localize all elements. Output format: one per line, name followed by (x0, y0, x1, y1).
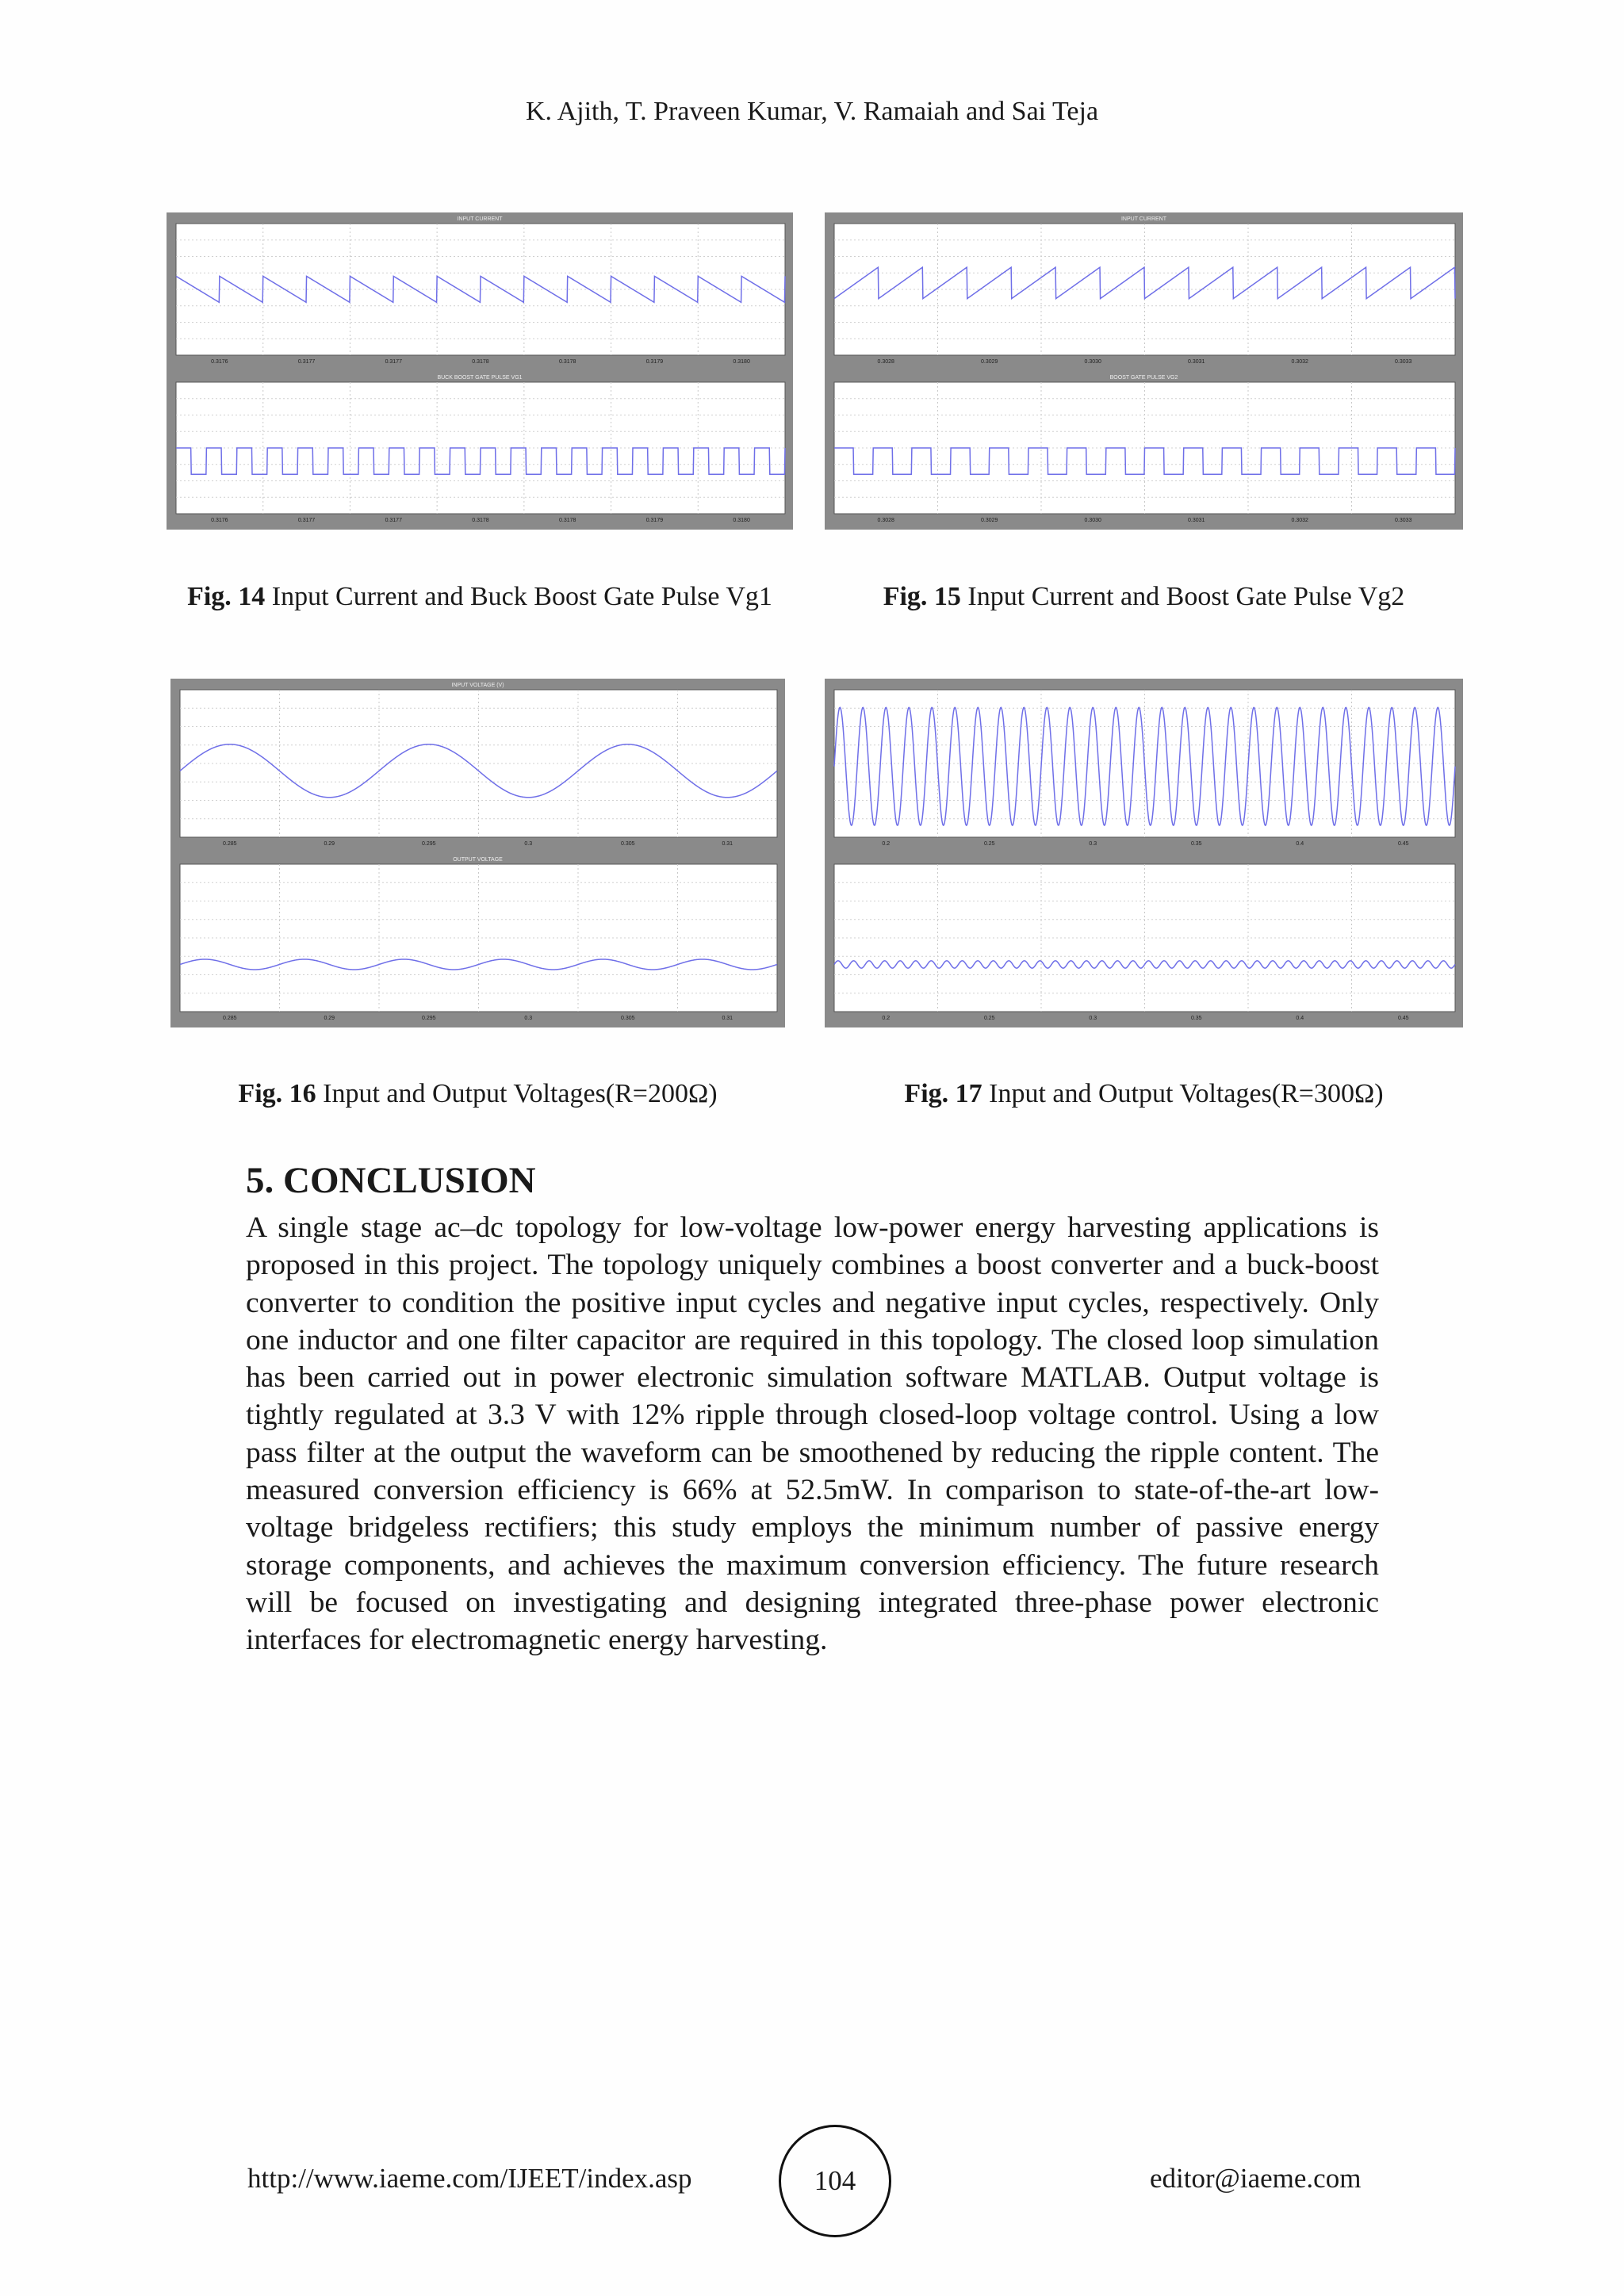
fig15-panel-2-xtick: 0.3028 (877, 518, 894, 523)
figure-14-caption-text: Input Current and Buck Boost Gate Pulse Vg1 (271, 582, 772, 611)
fig16-panel-2-xtick: 0.31 (722, 1016, 733, 1021)
figure-14-label: Fig. 14 (187, 582, 266, 611)
page-number: 104 (814, 2165, 856, 2196)
fig16-panel-1-xtick: 0.305 (620, 841, 635, 847)
fig15-panel-1-xtick: 0.3028 (877, 359, 894, 365)
fig16-panel-1 (180, 683, 777, 847)
fig14-panel-1-xtick: 0.3177 (297, 359, 316, 365)
fig14-panel-2-xtick: 0.3177 (297, 518, 316, 523)
fig15-panel-2 (834, 375, 1455, 523)
fig14-panel-1-xtick: 0.3180 (733, 359, 750, 365)
fig15-panel-1-xtick: 0.3031 (1188, 359, 1205, 365)
fig14-panel-1-title: INPUT CURRENT (457, 216, 503, 222)
fig16-panel-2-xtick: 0.29 (324, 1016, 335, 1021)
fig14-panel-2-title: BUCK BOOST GATE PULSE VG1 (437, 375, 523, 381)
figure-16 (170, 679, 785, 1027)
fig16-panel-1-title: INPUT VOLTAGE (V) (451, 683, 504, 688)
figure-15 (825, 212, 1463, 530)
figure-15-plot (825, 212, 1463, 530)
footer-email[interactable]: editor@iaeme.com (1150, 2163, 1362, 2194)
fig14-panel-1-xtick: 0.3176 (211, 359, 228, 365)
conclusion-paragraph: A single stage ac–dc topology for low-voltage low-power energy harvesting applications is proposed in this project. The topology uniquely combines a boost converter and a buck-boost converter to condition the positive input cycles and negative input cycles, respectively. Only one inductor and one filter capacitor are required in this topology. The closed loop simulation has been carried out in power electronic simulation software MATLAB. Output voltage is tightly regulated at 3.3 V with 12% ripple through closed-loop voltage control. Using a low pass filter at the output the waveform can be smoothened by reducing the ripple content. The measured conversion efficiency is 66% at 52.5mW. In comparison to state-of-the-art low-voltage bridgeless rectifiers; this study employs the minimum number of passive energy storage components, and achieves the maximum conversion efficiency. The future research will be focused on investigating and designing integrated three-phase power electronic interfaces for electromagnetic energy harvesting. (246, 1211, 1379, 1657)
fig14-panel-1-xtick: 0.3178 (559, 359, 576, 365)
fig16-panel-2-xtick: 0.285 (222, 1016, 237, 1021)
fig15-panel-2-xtick: 0.3032 (1291, 518, 1308, 523)
fig17-panel-1-xtick: 0.4 (1296, 841, 1304, 847)
fig15-panel-1-xtick: 0.3029 (981, 359, 998, 365)
fig17-panel-1-xtick: 0.2 (882, 841, 891, 847)
figure-15-caption (825, 579, 1463, 615)
fig15-panel-2-title: BOOST GATE PULSE VG2 (1109, 375, 1178, 381)
figure-14 (167, 212, 793, 530)
figure-17-plot (825, 679, 1463, 1027)
figure-17-caption-text: Input and Output Voltages(R=300Ω) (989, 1079, 1384, 1108)
fig16-panel-1-xtick: 0.31 (722, 841, 733, 847)
fig14-panel-2-xtick: 0.3178 (472, 518, 489, 523)
fig16-panel-2-xtick: 0.305 (620, 1016, 635, 1021)
fig14-panel-2-trace (176, 448, 785, 474)
fig14-panel-2-xtick: 0.3178 (559, 518, 576, 523)
fig14-panel-1 (176, 216, 785, 365)
figure-16-caption-text: Input and Output Voltages(R=200Ω) (323, 1079, 718, 1108)
figure-14-plot (167, 212, 793, 530)
fig15-panel-2-xtick: 0.3031 (1188, 518, 1205, 523)
figure-15-label: Fig. 15 (883, 582, 961, 611)
figure-17-caption (825, 1076, 1463, 1112)
fig16-panel-2-xtick: 0.3 (524, 1016, 533, 1021)
fig17-panel-1-xtick: 0.45 (1397, 841, 1409, 847)
fig15-panel-1-title: INPUT CURRENT (1120, 216, 1167, 222)
footer-url[interactable]: http://www.iaeme.com/IJEET/index.asp (247, 2163, 692, 2194)
fig15-panel-2-xtick: 0.3029 (981, 518, 998, 523)
fig17-panel-2-xtick: 0.35 (1190, 1016, 1202, 1021)
figure-15-caption-text: Input Current and Boost Gate Pulse Vg2 (967, 582, 1405, 611)
fig14-panel-2-xtick: 0.3176 (211, 518, 228, 523)
fig15-panel-1-xtick: 0.3032 (1291, 359, 1308, 365)
fig15-panel-1-xtick: 0.3030 (1084, 359, 1101, 365)
fig14-panel-1-xtick: 0.3178 (472, 359, 489, 365)
fig16-panel-1-xtick: 0.285 (222, 841, 237, 847)
figure-17 (825, 679, 1463, 1027)
fig14-panel-2-xtick: 0.3177 (385, 518, 402, 523)
figure-16-label: Fig. 16 (238, 1079, 316, 1108)
figure-16-plot (170, 679, 785, 1027)
fig17-panel-2-xtick: 0.45 (1397, 1016, 1409, 1021)
fig14-panel-2-xtick: 0.3179 (645, 518, 664, 523)
fig14-panel-1-xtick: 0.3179 (645, 359, 664, 365)
fig16-panel-2-xtick: 0.295 (421, 1016, 436, 1021)
fig16-panel-1-xtick: 0.29 (324, 841, 335, 847)
fig17-panel-2-xtick: 0.25 (983, 1016, 995, 1021)
figure-16-caption (170, 1076, 785, 1112)
fig17-panel-2 (834, 864, 1455, 1021)
fig17-panel-1-xtick: 0.35 (1190, 841, 1202, 847)
figure-17-label: Fig. 17 (904, 1079, 982, 1108)
fig17-panel-2-xtick: 0.2 (882, 1016, 891, 1021)
fig16-panel-2-title: OUTPUT VOLTAGE (453, 857, 503, 863)
running-header: K. Ajith, T. Praveen Kumar, V. Ramaiah and Sai Teja (525, 97, 1099, 126)
fig16-panel-1-xtick: 0.3 (524, 841, 533, 847)
fig17-panel-1-xtick: 0.3 (1089, 841, 1097, 847)
fig14-panel-2 (176, 375, 785, 523)
figure-14-caption (167, 579, 793, 615)
fig15-panel-2-xtick: 0.3033 (1395, 518, 1412, 523)
fig16-panel-1-xtick: 0.295 (421, 841, 436, 847)
fig14-panel-2-xtick: 0.3180 (733, 518, 750, 523)
page-number-circle (779, 2125, 891, 2237)
fig17-panel-1 (834, 690, 1455, 847)
fig17-panel-1-xtick: 0.25 (983, 841, 995, 847)
fig14-panel-1-xtick: 0.3177 (385, 359, 402, 365)
fig15-panel-1-xtick: 0.3033 (1395, 359, 1412, 365)
fig15-panel-2-xtick: 0.3030 (1084, 518, 1101, 523)
section-title: 5. CONCLUSION (246, 1160, 536, 1201)
fig17-panel-2-xtick: 0.4 (1296, 1016, 1304, 1021)
fig16-panel-2 (180, 857, 777, 1021)
fig15-panel-1 (834, 216, 1455, 365)
fig17-panel-2-xtick: 0.3 (1089, 1016, 1097, 1021)
